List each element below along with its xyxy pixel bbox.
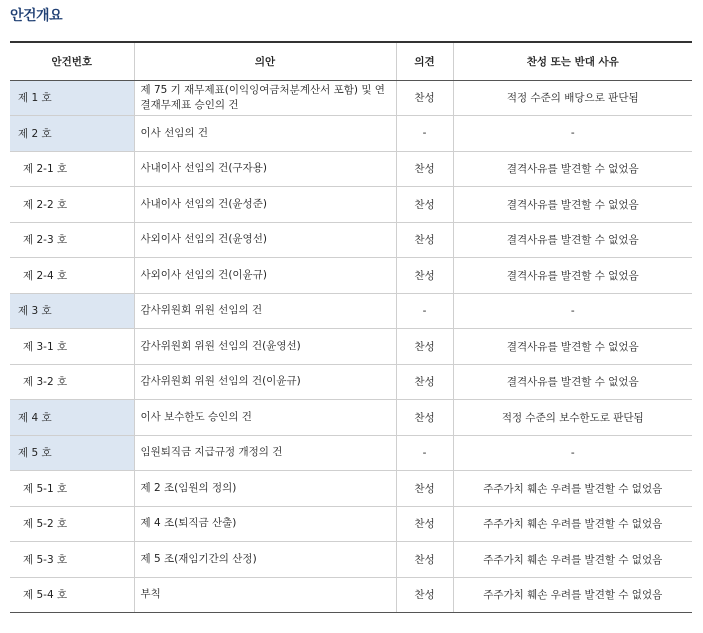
- table-row: [10, 329, 692, 365]
- opinion-cell: 찬성: [396, 80, 453, 116]
- opinion-cell: 찬성: [396, 151, 453, 187]
- reason-cell: 주주가치 훼손 우려를 발견할 수 없었음: [453, 506, 692, 542]
- table-row: [10, 116, 692, 152]
- agenda-cell: 사외이사 선임의 건(윤영선): [134, 222, 396, 258]
- agenda-cell: 제 4 조(퇴직금 산출): [134, 506, 396, 542]
- agenda-number-cell: 제 5-2 호: [10, 506, 134, 542]
- reason-cell: 결격사유를 발견할 수 없었음: [453, 258, 692, 294]
- opinion-cell: 찬성: [396, 400, 453, 436]
- reason-cell: 결격사유를 발견할 수 없었음: [453, 364, 692, 400]
- opinion-cell: -: [396, 116, 453, 152]
- reason-cell: 주주가치 훼손 우려를 발견할 수 없었음: [453, 471, 692, 507]
- reason-cell: 주주가치 훼손 우려를 발견할 수 없었음: [453, 542, 692, 578]
- agenda-cell: 이사 선임의 건: [134, 116, 396, 152]
- agenda-table: [10, 41, 692, 613]
- table-row: [10, 222, 692, 258]
- table-row: [10, 400, 692, 436]
- table-row: [10, 364, 692, 400]
- table-header-row: [10, 42, 692, 80]
- reason-cell: 적정 수준의 보수한도로 판단됨: [453, 400, 692, 436]
- agenda-number-cell: 제 2-1 호: [10, 151, 134, 187]
- agenda-cell: 임원퇴직금 지급규정 개정의 건: [134, 435, 396, 471]
- opinion-cell: 찬성: [396, 187, 453, 223]
- table-row: [10, 187, 692, 223]
- agenda-cell: 이사 보수한도 승인의 건: [134, 400, 396, 436]
- table-row: [10, 542, 692, 578]
- agenda-cell: 감사위원회 위원 선임의 건(이윤규): [134, 364, 396, 400]
- agenda-number-cell: 제 4 호: [10, 400, 134, 436]
- agenda-number-cell: 제 5-3 호: [10, 542, 134, 578]
- opinion-cell: -: [396, 293, 453, 329]
- agenda-cell: 사내이사 선임의 건(구자용): [134, 151, 396, 187]
- table-row: [10, 293, 692, 329]
- opinion-cell: -: [396, 435, 453, 471]
- table-row: [10, 435, 692, 471]
- table-row: [10, 471, 692, 507]
- table-row: [10, 80, 692, 116]
- agenda-cell: 제 5 조(재임기간의 산정): [134, 542, 396, 578]
- opinion-cell: 찬성: [396, 329, 453, 365]
- agenda-cell: 제 2 조(임원의 정의): [134, 471, 396, 507]
- agenda-number-cell: 제 3 호: [10, 293, 134, 329]
- reason-cell: 주주가치 훼손 우려를 발견할 수 없었음: [453, 577, 692, 613]
- agenda-number-cell: 제 5-4 호: [10, 577, 134, 613]
- reason-cell: -: [453, 293, 692, 329]
- header-agenda: 의안: [134, 42, 396, 80]
- reason-cell: 적정 수준의 배당으로 판단됨: [453, 80, 692, 116]
- section-title: 안건개요: [10, 8, 63, 24]
- reason-cell: 결격사유를 발견할 수 없었음: [453, 151, 692, 187]
- agenda-cell: 제 75 기 재무제표(이익잉여금처분계산서 포함) 및 연결재무제표 승인의 건: [134, 80, 396, 116]
- agenda-number-cell: 제 2 호: [10, 116, 134, 152]
- agenda-number-cell: 제 3-1 호: [10, 329, 134, 365]
- table-row: [10, 506, 692, 542]
- header-agenda-number: 안건번호: [10, 42, 134, 80]
- agenda-number-cell: 제 1 호: [10, 80, 134, 116]
- header-opinion: 의견: [396, 42, 453, 80]
- reason-cell: 결격사유를 발견할 수 없었음: [453, 329, 692, 365]
- reason-cell: 결격사유를 발견할 수 없었음: [453, 222, 692, 258]
- agenda-cell: 부칙: [134, 577, 396, 613]
- reason-cell: 결격사유를 발견할 수 없었음: [453, 187, 692, 223]
- agenda-number-cell: 제 5-1 호: [10, 471, 134, 507]
- table-row: [10, 258, 692, 294]
- table-body: [10, 80, 692, 613]
- agenda-number-cell: 제 2-2 호: [10, 187, 134, 223]
- opinion-cell: 찬성: [396, 506, 453, 542]
- table-row: [10, 577, 692, 613]
- reason-cell: -: [453, 116, 692, 152]
- agenda-number-cell: 제 3-2 호: [10, 364, 134, 400]
- reason-cell: -: [453, 435, 692, 471]
- agenda-number-cell: 제 2-3 호: [10, 222, 134, 258]
- agenda-number-cell: 제 2-4 호: [10, 258, 134, 294]
- opinion-cell: 찬성: [396, 542, 453, 578]
- agenda-cell: 사내이사 선임의 건(윤성준): [134, 187, 396, 223]
- agenda-cell: 감사위원회 위원 선임의 건(윤영선): [134, 329, 396, 365]
- header-reason: 찬성 또는 반대 사유: [453, 42, 692, 80]
- opinion-cell: 찬성: [396, 222, 453, 258]
- agenda-cell: 사외이사 선임의 건(이윤규): [134, 258, 396, 294]
- opinion-cell: 찬성: [396, 258, 453, 294]
- table-row: [10, 151, 692, 187]
- agenda-number-cell: 제 5 호: [10, 435, 134, 471]
- opinion-cell: 찬성: [396, 577, 453, 613]
- opinion-cell: 찬성: [396, 471, 453, 507]
- opinion-cell: 찬성: [396, 364, 453, 400]
- agenda-cell: 감사위원회 위원 선임의 건: [134, 293, 396, 329]
